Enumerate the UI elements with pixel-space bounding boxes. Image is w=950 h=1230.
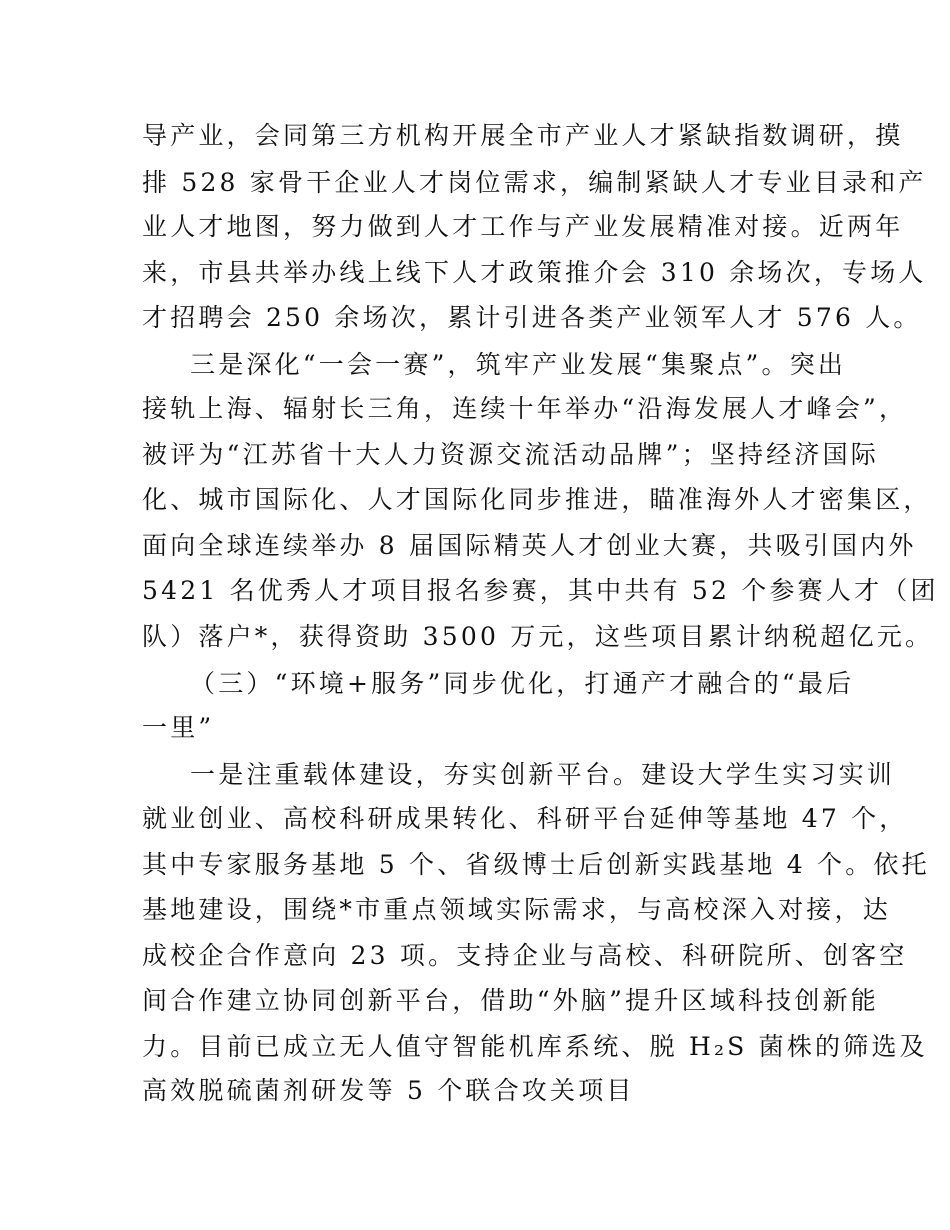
body-text-line: 面向全球连续举办 8 届国际精英人才创业大赛，共吸引国内外 — [142, 531, 917, 560]
body-text-line: 才招聘会 250 余场次，累计引进各类产业领军人才 576 人。 — [142, 303, 922, 332]
body-text-line: 高效脱硫菌剂研发等 5 个联合攻关项目 — [142, 1076, 635, 1105]
body-text-line: 成校企合作意向 23 项。支持企业与高校、科研院所、创客空 — [142, 941, 908, 970]
section-heading-line: （三）“环境+服务”同步优化，打通产才融合的“最后 — [190, 669, 855, 698]
body-text-line: 力。目前已成立无人值守智能机库系统、脱 H₂S 菌株的筛选及 — [142, 1032, 928, 1061]
body-text-line: 就业创业、高校科研成果转化、科研平台延伸等基地 47 个， — [142, 804, 908, 833]
paragraph-start-line: 一是注重载体建设，夯实创新平台。建设大学生实习实训 — [190, 760, 896, 789]
body-text-line: 来，市县共举办线上线下人才政策推介会 310 余场次，专场人 — [142, 258, 927, 287]
body-text-line: 接轨上海、辐射长三角，连续十年举办“沿海发展人才峰会”， — [142, 394, 908, 423]
section-heading-line: 一里” — [142, 713, 215, 742]
body-text-line: 其中专家服务基地 5 个、省级博士后创新实践基地 4 个。依托 — [142, 850, 930, 879]
body-text-line: 业人才地图，努力做到人才工作与产业发展精准对接。近两年 — [142, 212, 904, 241]
body-text-line: 化、城市国际化、人才国际化同步推进，瞄准海外人才密集区， — [142, 485, 932, 514]
body-text-line: 排 528 家骨干企业人才岗位需求，编制紧缺人才专业目录和产 — [142, 168, 927, 197]
body-text-line: 被评为“江苏省十大人力资源交流活动品牌”；坚持经济国际 — [142, 440, 879, 469]
body-text-line: 间合作建立协同创新平台，借助“外脑”提升区域科技创新能 — [142, 986, 879, 1015]
body-text-line: 基地建设，围绕*市重点领域实际需求，与高校深入对接，达 — [142, 895, 891, 924]
paragraph-start-line: 三是深化“一会一赛”，筑牢产业发展“集聚点”。突出 — [190, 350, 847, 379]
body-text-line: 队）落户*，获得资助 3500 万元，这些项目累计纳税超亿元。 — [142, 622, 934, 651]
body-text-line: 导产业，会同第三方机构开展全市产业人才紧缺指数调研，摸 — [142, 121, 904, 150]
body-text-line: 5421 名优秀人才项目报名参赛，其中共有 52 个参赛人才（团 — [142, 576, 939, 605]
